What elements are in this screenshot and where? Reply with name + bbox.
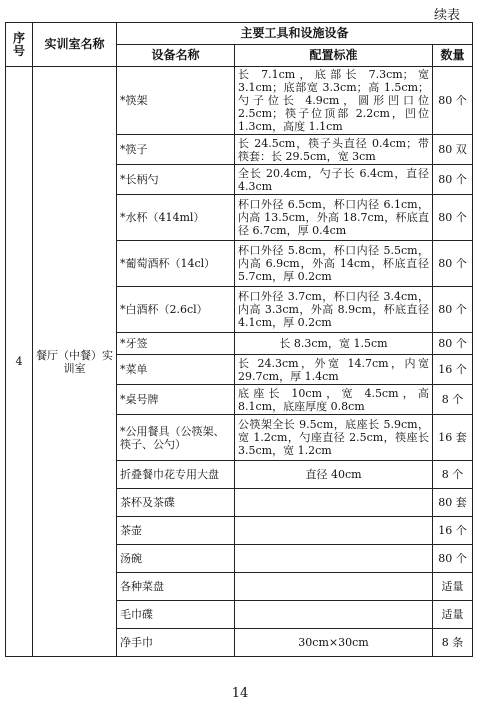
header-seq: 序号 xyxy=(6,23,33,67)
quantity: 8 个 xyxy=(433,385,473,415)
page-number: 14 xyxy=(231,686,249,701)
quantity: 16 个 xyxy=(433,517,473,545)
config-spec: 长 8.3cm，宽 1.5cm xyxy=(235,333,433,355)
header-qty: 数量 xyxy=(433,45,473,67)
header-group: 主要工具和设施设备 xyxy=(117,23,473,45)
config-spec: 全长 20.4cm，勺子长 6.4cm，直径 4.3cm xyxy=(235,165,433,195)
equipment-name: *牙签 xyxy=(117,333,235,355)
header-equipment: 设备名称 xyxy=(117,45,235,67)
equipment-table xyxy=(5,22,473,657)
equipment-name: 毛巾碟 xyxy=(117,601,235,629)
equipment-name: *筷架 xyxy=(117,67,235,135)
quantity: 适量 xyxy=(433,573,473,601)
room-name-cell: 餐厅（中餐）实训室 xyxy=(33,67,117,657)
equipment-name: *菜单 xyxy=(117,355,235,385)
quantity: 80 个 xyxy=(433,165,473,195)
quantity: 80 个 xyxy=(433,67,473,135)
equipment-name: *白酒杯（2.6cl） xyxy=(117,287,235,333)
config-spec: 杯口外径 6.5cm，杯口内径 6.1cm，内高 13.5cm，外高 18.7cm，杯底直径 6.7cm，厚 0.4cm xyxy=(235,195,433,241)
quantity: 16 个 xyxy=(433,355,473,385)
config-spec: 杯口外径 5.8cm，杯口内径 5.5cm，内高 6.9cm，外高 14cm，杯底直径 5.7cm，厚 0.2cm xyxy=(235,241,433,287)
config-spec: 长 24.5cm，筷子头直径 0.4cm；带筷套：长 29.5cm，宽 3cm xyxy=(235,135,433,165)
quantity: 80 个 xyxy=(433,195,473,241)
equipment-name: 各种菜盘 xyxy=(117,573,235,601)
config-spec: 长 24.3cm，外宽 14.7cm，内宽 29.7cm，厚 1.4cm xyxy=(235,355,433,385)
equipment-name: 净手巾 xyxy=(117,629,235,657)
continued-label: 续表 xyxy=(433,8,460,23)
config-spec xyxy=(235,517,433,545)
equipment-name: *葡萄酒杯（14cl） xyxy=(117,241,235,287)
equipment-name: 折叠餐巾花专用大盘 xyxy=(117,461,235,489)
equipment-name: 茶壶 xyxy=(117,517,235,545)
config-spec: 杯口外径 3.7cm，杯口内径 3.4cm，内高 3.3cm，外高 8.9cm，杯底直径 4.1cm，厚 0.2cm xyxy=(235,287,433,333)
config-spec: 底座长 10cm，宽 4.5cm，高 8.1cm，底座厚度 0.8cm xyxy=(235,385,433,415)
header-room: 实训室名称 xyxy=(33,23,117,67)
config-spec xyxy=(235,601,433,629)
quantity: 80 个 xyxy=(433,241,473,287)
equipment-name: 汤碗 xyxy=(117,545,235,573)
seq-cell: 4 xyxy=(6,67,33,657)
quantity: 80 个 xyxy=(433,545,473,573)
equipment-name: 茶杯及茶碟 xyxy=(117,489,235,517)
equipment-name: *水杯（414ml） xyxy=(117,195,235,241)
quantity: 16 套 xyxy=(433,415,473,461)
quantity: 80 双 xyxy=(433,135,473,165)
quantity: 8 条 xyxy=(433,629,473,657)
equipment-name: *筷子 xyxy=(117,135,235,165)
config-spec: 30cm×30cm xyxy=(235,629,433,657)
config-spec xyxy=(235,573,433,601)
equipment-name: *桌号牌 xyxy=(117,385,235,415)
config-spec xyxy=(235,489,433,517)
equipment-name: *公用餐具（公筷架、筷子、公勺） xyxy=(117,415,235,461)
table-row xyxy=(6,67,473,135)
config-spec: 公筷架全长 9.5cm，底座长 5.9cm，宽 1.2cm，勺座直径 2.5cm，筷座长 3.5cm，宽 1.2cm xyxy=(235,415,433,461)
config-spec: 长 7.1cm，底部长 7.3cm；宽 3.1cm；底部宽 3.3cm；高 1.5cm；勺子位长 4.9cm，圆形凹口位 2.5cm；筷子位顶部 2.2cm，凹位 1.3cm，高度 1.1cm xyxy=(235,67,433,135)
header-config: 配置标准 xyxy=(235,45,433,67)
equipment-name: *长柄勺 xyxy=(117,165,235,195)
config-spec: 直径 40cm xyxy=(235,461,433,489)
quantity: 8 个 xyxy=(433,461,473,489)
quantity: 适量 xyxy=(433,601,473,629)
config-spec xyxy=(235,545,433,573)
quantity: 80 套 xyxy=(433,489,473,517)
quantity: 80 个 xyxy=(433,287,473,333)
quantity: 80 个 xyxy=(433,333,473,355)
